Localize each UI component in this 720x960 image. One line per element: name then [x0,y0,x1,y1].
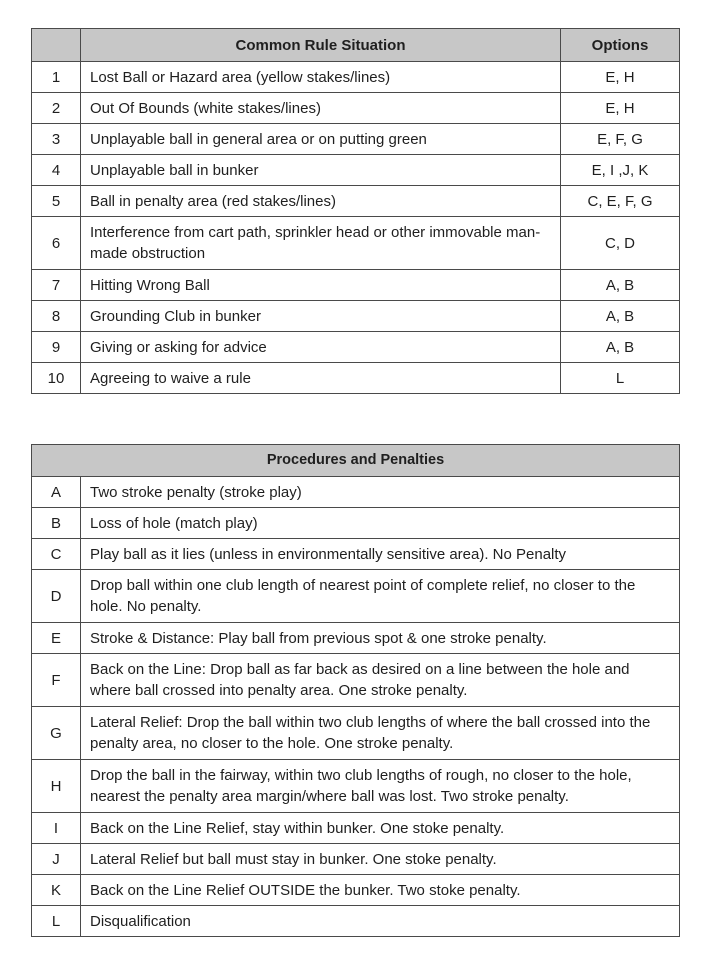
table-row [32,62,680,93]
procedures-and-penalties-table [31,444,680,937]
row-text: Two stroke penalty (stroke play) [81,477,680,508]
row-options: A, B [561,270,680,301]
table-header-row [32,29,680,62]
row-text: Back on the Line Relief OUTSIDE the bunker. Two stoke penalty. [81,875,680,906]
row-number: 1 [32,62,81,93]
row-options: C, E, F, G [561,186,680,217]
row-code: D [32,570,81,623]
row-code: I [32,813,81,844]
table-row [32,363,680,394]
row-options: L [561,363,680,394]
header-procedures: Procedures and Penalties [32,445,680,477]
row-code: H [32,760,81,813]
row-options: E, H [561,93,680,124]
table-row [32,760,680,813]
row-options: A, B [561,332,680,363]
row-situation: Out Of Bounds (white stakes/lines) [81,93,561,124]
table-row [32,875,680,906]
row-options: A, B [561,301,680,332]
row-text: Stroke & Distance: Play ball from previous spot & one stroke penalty. [81,623,680,654]
table-row [32,270,680,301]
row-code: K [32,875,81,906]
table-row [32,654,680,707]
row-text: Back on the Line Relief, stay within bunker. One stoke penalty. [81,813,680,844]
row-number: 9 [32,332,81,363]
table-row [32,906,680,937]
row-code: A [32,477,81,508]
row-options: E, F, G [561,124,680,155]
row-situation: Unplayable ball in general area or on putting green [81,124,561,155]
row-code: F [32,654,81,707]
table-row [32,301,680,332]
header-number [32,29,81,62]
table-row [32,707,680,760]
table-row [32,623,680,654]
row-text: Drop ball within one club length of nearest point of complete relief, no closer to the hole. No penalty. [81,570,680,623]
row-options: C, D [561,217,680,270]
row-text: Loss of hole (match play) [81,508,680,539]
row-code: G [32,707,81,760]
row-situation: Hitting Wrong Ball [81,270,561,301]
table-row [32,813,680,844]
row-code: J [32,844,81,875]
table-row [32,477,680,508]
row-situation: Interference from cart path, sprinkler head or other immovable man-made obstruction [81,217,561,270]
row-situation: Agreeing to waive a rule [81,363,561,394]
row-situation: Lost Ball or Hazard area (yellow stakes/lines) [81,62,561,93]
table-row [32,844,680,875]
table-row [32,93,680,124]
row-text: Play ball as it lies (unless in environmentally sensitive area). No Penalty [81,539,680,570]
row-number: 2 [32,93,81,124]
row-text: Lateral Relief: Drop the ball within two club lengths of where the ball crossed into the penalty area, no closer to the hole. One stroke penalty. [81,707,680,760]
row-number: 7 [32,270,81,301]
row-number: 5 [32,186,81,217]
row-code: E [32,623,81,654]
row-situation: Grounding Club in bunker [81,301,561,332]
row-code: L [32,906,81,937]
row-code: B [32,508,81,539]
common-rule-situations-table [31,28,680,394]
row-options: E, I ,J, K [561,155,680,186]
header-situation: Common Rule Situation [81,29,561,62]
row-number: 10 [32,363,81,394]
table-row [32,508,680,539]
row-options: E, H [561,62,680,93]
row-text: Disqualification [81,906,680,937]
table-header-row [32,445,680,477]
row-situation: Giving or asking for advice [81,332,561,363]
row-number: 8 [32,301,81,332]
table-row [32,186,680,217]
row-number: 6 [32,217,81,270]
table-row [32,570,680,623]
row-code: C [32,539,81,570]
table-row [32,124,680,155]
row-text: Back on the Line: Drop ball as far back as desired on a line between the hole and where ball crossed into penalty area. One stroke penalty. [81,654,680,707]
row-text: Drop the ball in the fairway, within two club lengths of rough, no closer to the hole, nearest the penalty area margin/where ball was lost. Two stroke penalty. [81,760,680,813]
row-number: 4 [32,155,81,186]
row-situation: Ball in penalty area (red stakes/lines) [81,186,561,217]
header-options: Options [561,29,680,62]
table-row [32,332,680,363]
row-situation: Unplayable ball in bunker [81,155,561,186]
row-text: Lateral Relief but ball must stay in bunker. One stoke penalty. [81,844,680,875]
table-row [32,217,680,270]
row-number: 3 [32,124,81,155]
table-row [32,539,680,570]
table-row [32,155,680,186]
